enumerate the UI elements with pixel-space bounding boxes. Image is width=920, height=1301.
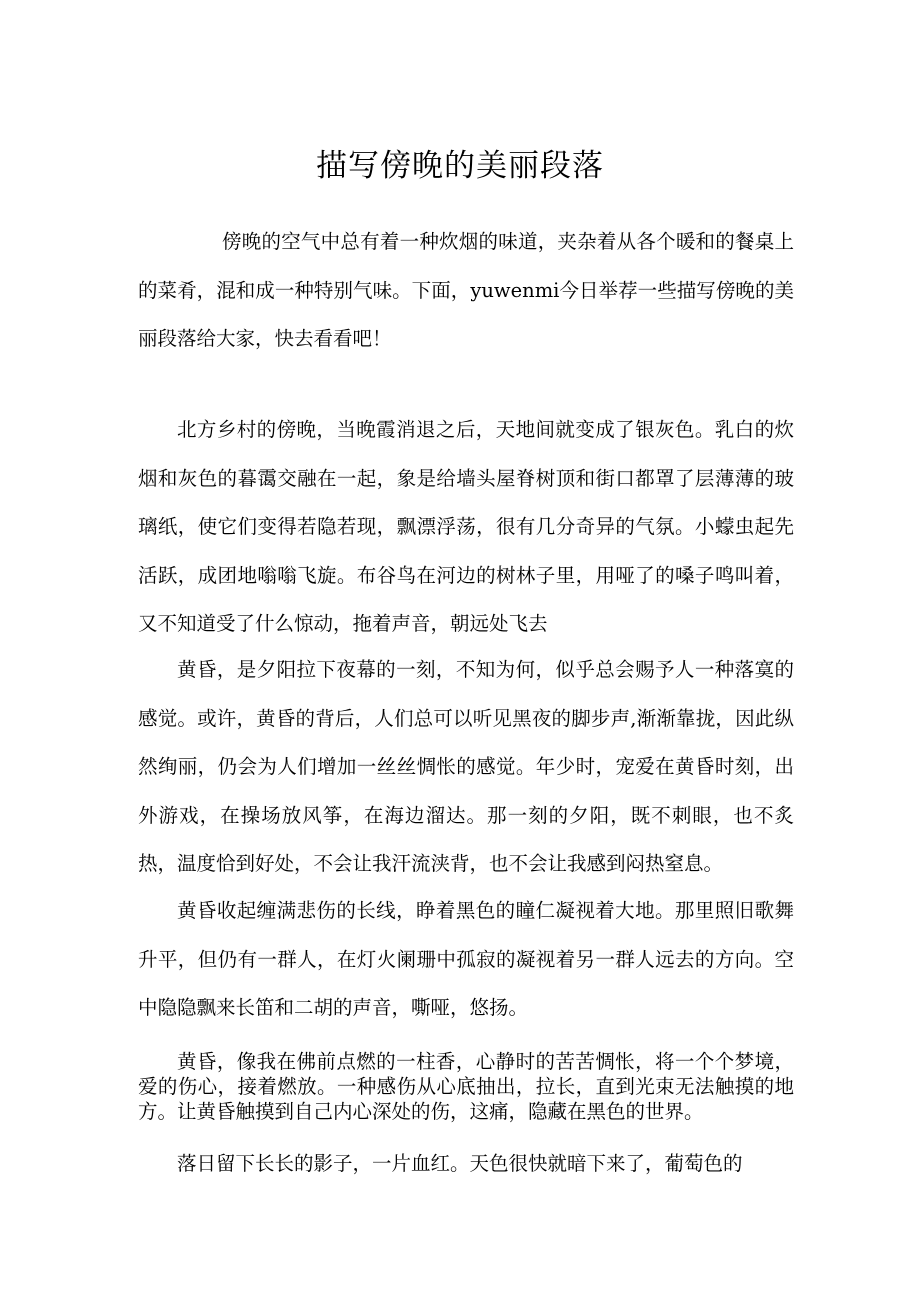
paragraph-dusk-gaze: 黄昏收起缠满悲伤的长线，睁着黑色的瞳仁凝视着大地。那里照旧歌舞升平，但仍有一群人，在灯火阑珊中孤寂的凝视着另一群人远去的方向。空中隐隐飘来长笛和二胡的声音，嘶哑，悠扬。	[138, 899, 794, 1019]
paragraph-north-village: 北方乡村的傍晚，当晚霞消退之后，天地间就变成了银灰色。乳白的炊烟和灰色的暮霭交融在一起，象是给墙头屋脊树顶和街口都罩了层薄薄的玻璃纸，使它们变得若隐若现，飘漂浮荡，很有几分奇异的气氛。小蠓虫起先活跃，成团地嗡嗡飞旋。布谷鸟在河边的树林子里，用哑了的嗓子鸣叫着，又不知道受了什么惊动，拖着声音，朝远处飞去	[138, 418, 794, 635]
document-title: 描写傍晚的美丽段落	[316, 148, 604, 184]
intro-paragraph: 傍晚的空气中总有着一种炊烟的味道，夹杂着从各个暖和的餐桌上的菜肴，混和成一种特别气味。下面，yuwenmi今日举荐一些描写傍晚的美丽段落给大家，快去看看吧！	[138, 230, 794, 350]
paragraph-sunset: 落日留下长长的影子，一片血红。天色很快就暗下来了，葡萄色的	[177, 1152, 743, 1175]
paragraph-incense: 黄昏，像我在佛前点燃的一柱香，心静时的苦苦惆怅，将一个个梦境，爱的伤心，接着燃放。一种感伤从心底抽出，拉长，直到光束无法触摸的地方。让黄昏触摸到自己内心深处的伤，这痛，隐藏在黑色的世界。	[138, 1050, 794, 1123]
paragraph-dusk-feeling: 黄昏，是夕阳拉下夜幕的一刻，不知为何，似乎总会赐予人一种落寞的感觉。或许，黄昏的背后，人们总可以听见黑夜的脚步声,渐渐靠拢，因此纵然绚丽，仍会为人们增加一丝丝惆怅的感觉。年少时，宠爱在黄昏时刻，出外游戏，在操场放风筝，在海边溜达。那一刻的夕阳，既不刺眼，也不炙热，温度恰到好处，不会让我汗流浃背，也不会让我感到闷热窒息。	[138, 658, 794, 875]
